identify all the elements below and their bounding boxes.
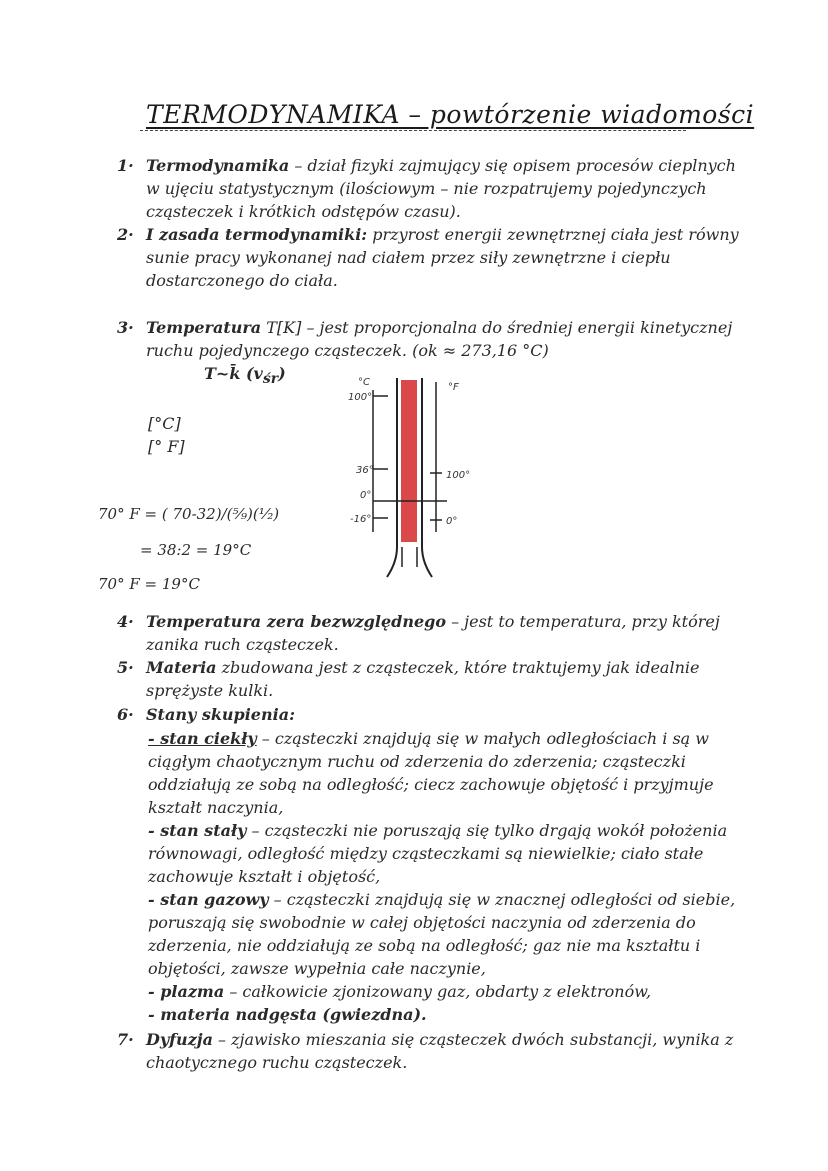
item-5-text: zbudowana jest z cząsteczek, które traktujemy jak idealnie <box>216 658 700 677</box>
state-liquid-line-4: kształt naczynia, <box>148 798 284 817</box>
tube-left-wall <box>387 378 397 577</box>
item-2-line-2: sunie pracy wykonanej nad ciałem przez siły zewnętrzne i ciepłu <box>146 248 671 267</box>
label-right-unit: °F <box>448 382 459 393</box>
item-2-line-3: dostarczonego do ciała. <box>146 271 338 290</box>
item-number: 6· <box>117 705 134 724</box>
item-number: 7· <box>117 1030 134 1049</box>
item-1-text: – dział fizyki zajmujący się opisem procesów cieplnych <box>289 156 736 175</box>
state-gas-line-1 <box>148 888 735 911</box>
unit-fahrenheit: [° F] <box>148 437 185 456</box>
label-100f: 100° <box>446 470 471 481</box>
state-solid-name: - stan stały <box>148 821 247 840</box>
item-number: 5· <box>117 658 134 677</box>
calc-line-2: = 38:2 = 19°C <box>140 541 252 559</box>
label-left-unit: °C <box>358 377 370 388</box>
item-4-text: – jest to temperatura, przy której <box>445 612 720 631</box>
item-5-heading: Materia <box>146 658 217 677</box>
label-36c: 36° <box>356 465 374 476</box>
state-liquid-line-1 <box>148 727 709 750</box>
calc-line-1: 70° F = ( 70-32)/(⁵⁄₉)(¹⁄₂) <box>98 505 280 523</box>
state-solid-line-2: równowagi, odległość między cząsteczkami są niewielkie; ciało stałe <box>148 844 704 863</box>
item-3-line-1 <box>146 316 732 339</box>
item-1-line-2: w ujęciu statystycznym (ilościowym – nie rozpatrujemy pojedynczych <box>146 179 707 198</box>
item-1-line-3: cząsteczek i krótkich odstępów czasu). <box>146 202 461 221</box>
page-title: TERMODYNAMIKA – powtórzenie wiadomości <box>146 100 755 129</box>
item-number: 2· <box>117 225 134 244</box>
formula-tk-end: ) <box>278 364 286 383</box>
item-3-heading: Temperatura <box>146 318 262 337</box>
item-5-line-1 <box>146 656 699 679</box>
state-plasma-name: - plazma <box>148 982 225 1001</box>
item-6-heading: Stany skupienia: <box>146 705 295 724</box>
item-5-line-2: sprężyste kulki. <box>146 681 274 700</box>
item-2-line-1 <box>146 223 739 246</box>
item-number: 1· <box>117 156 134 175</box>
thermometer-diagram <box>340 372 480 582</box>
title-underline <box>140 130 686 131</box>
item-number: 4· <box>117 612 134 631</box>
label-0f: 0° <box>446 516 458 527</box>
item-7-line-2: chaotycznego ruchu cząsteczek. <box>146 1053 408 1072</box>
item-2-heading: I zasada termodynamiki: <box>146 225 368 244</box>
state-plasma-line-1 <box>148 980 651 1003</box>
item-1-line-1 <box>146 154 736 177</box>
state-gas-name: - stan gazowy <box>148 890 269 909</box>
state-dense-line <box>148 1003 427 1026</box>
tube-right-wall <box>422 378 432 577</box>
item-4-heading: Temperatura zera bezwzględnego <box>146 612 446 631</box>
item-2-text: przyrost energii zewnętrznej ciała jest równy <box>367 225 739 244</box>
state-solid-text: – cząsteczki nie poruszają się tylko drgają wokół położenia <box>246 821 728 840</box>
item-6-heading-line <box>146 703 295 726</box>
state-liquid-line-3: oddziałują ze sobą na odległość; ciecz zachowuje objętość i przyjmuje <box>148 775 714 794</box>
item-7-heading: Dyfuzja <box>146 1030 213 1049</box>
state-solid-line-1 <box>148 819 727 842</box>
state-liquid-text: – cząsteczki znajdują się w małych odległościach i są w <box>256 729 709 748</box>
item-7-line-1 <box>146 1028 733 1051</box>
state-dense-name: - materia nadgęsta (gwiezdna). <box>148 1005 427 1024</box>
item-7-text: – zjawisko mieszania się cząsteczek dwóch substancji, wynika z <box>212 1030 734 1049</box>
formula-tk-main: T~k̄ (v <box>204 364 263 383</box>
state-plasma-text: – całkowicie zjonizowany gaz, obdarty z elektronów, <box>224 982 652 1001</box>
item-1-heading: Termodynamika <box>146 156 290 175</box>
label-100c: 100° <box>348 392 373 403</box>
state-solid-line-3: zachowuje kształt i objętość, <box>148 867 381 886</box>
state-gas-line-3: zderzenia, nie oddziałują ze sobą na odległość; gaz nie ma kształtu i <box>148 936 701 955</box>
formula-tk-sub: śr <box>262 371 279 388</box>
state-liquid-name: - stan ciekły <box>148 729 257 748</box>
item-3-line-2: ruchu pojedynczego cząsteczek. (ok ≈ 273,16 °C) <box>146 341 549 360</box>
unit-celsius: [°C] <box>148 414 181 433</box>
state-gas-line-2: poruszają się swobodnie w całej objętości naczynia od zderzenia do <box>148 913 696 932</box>
state-liquid-line-2: ciągłym chaotycznym ruchu od zderzenia do zderzenia; cząsteczki <box>148 752 686 771</box>
calc-line-3: 70° F = 19°C <box>98 575 200 593</box>
state-gas-text: – cząsteczki znajdują się w znacznej odległości od siebie, <box>268 890 736 909</box>
item-4-line-2: zanika ruch cząsteczek. <box>146 635 339 654</box>
state-gas-line-4: objętości, zawsze wypełnia całe naczynie, <box>148 959 486 978</box>
formula-tk <box>204 362 286 391</box>
item-number: 3· <box>117 318 134 337</box>
label-0c: 0° <box>360 490 372 501</box>
label-m16c: -16° <box>350 514 372 525</box>
mercury-column <box>401 380 417 542</box>
item-3-text: T[K] – jest proporcjonalna do średniej energii kinetycznej <box>261 318 733 337</box>
item-4-line-1 <box>146 610 720 633</box>
